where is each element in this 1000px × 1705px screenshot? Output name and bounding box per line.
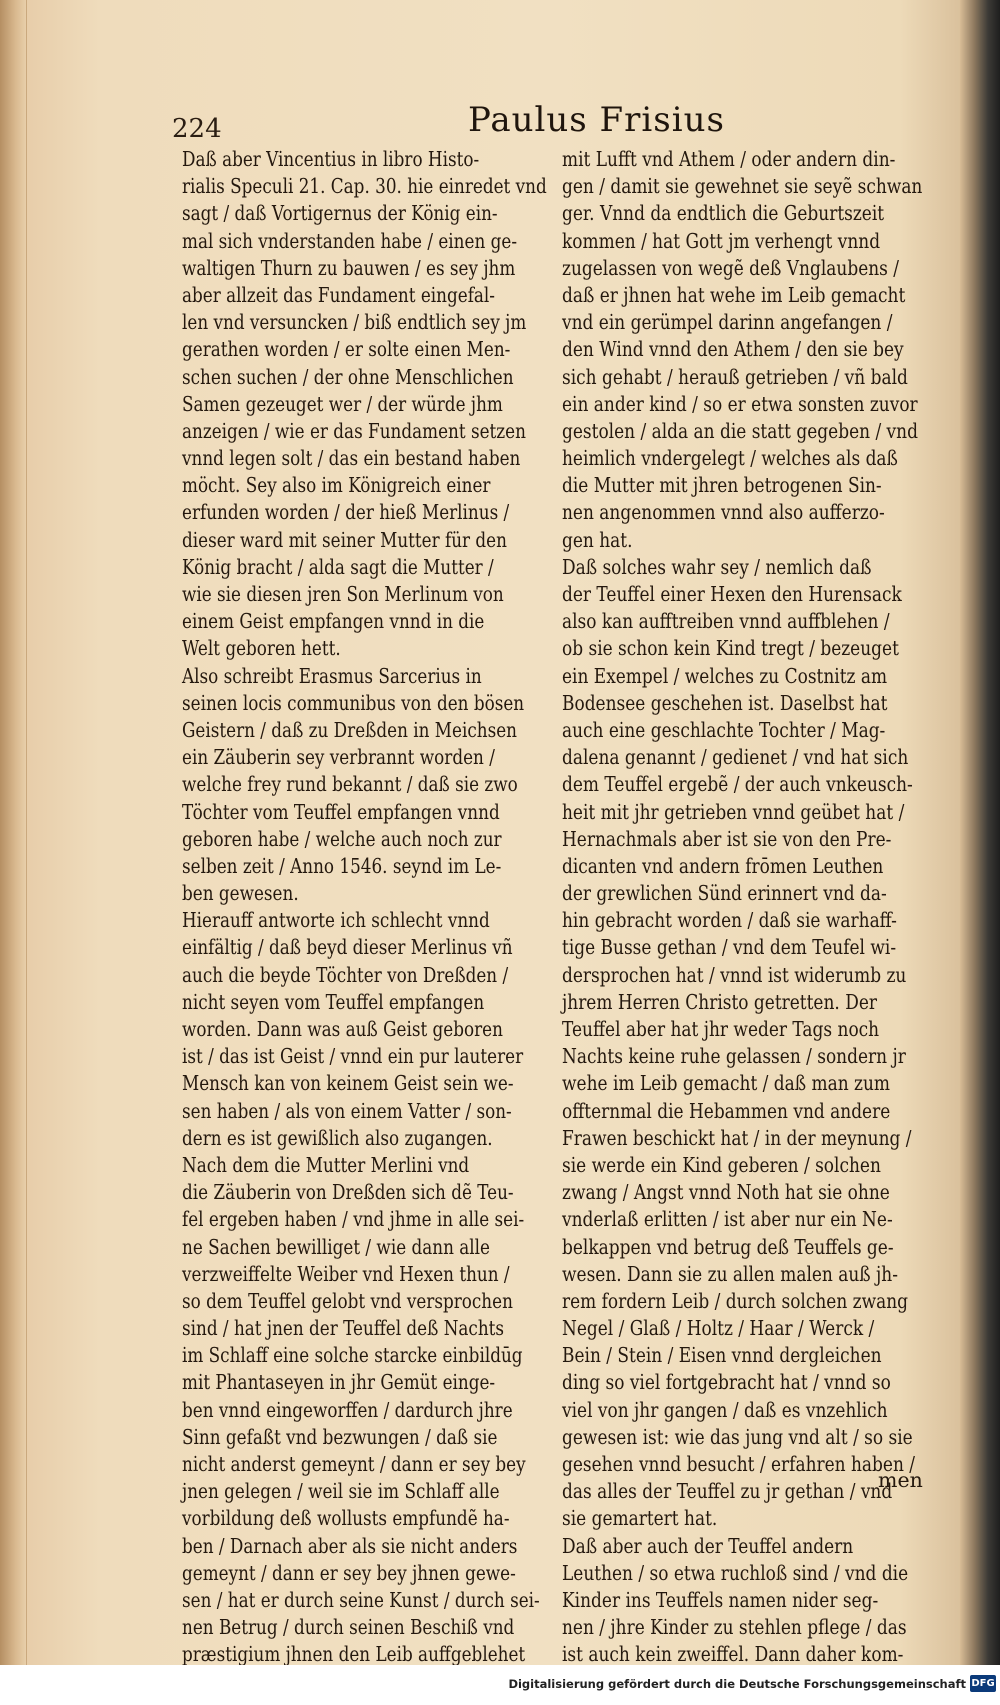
text-line: dieser ward mit seiner Mutter für den bbox=[182, 527, 507, 552]
text-line: nicht seyen vom Teuffel empfangen bbox=[182, 989, 485, 1014]
text-line: nen / jhre Kinder zu stehlen pflege / das bbox=[562, 1615, 907, 1640]
text-line: Hernachmals aber ist sie von den Pre- bbox=[562, 826, 892, 851]
text-line: sich gehabt / herauß getrieben / vñ bald bbox=[562, 364, 908, 389]
text-line: fel ergeben haben / vnd jhme in alle sei- bbox=[182, 1207, 525, 1232]
text-line: Negel / Glaß / Holtz / Haar / Werck / bbox=[562, 1316, 875, 1341]
text-line: gestolen / alda an die statt gegeben / vnd bbox=[562, 418, 918, 443]
text-line: ben vnnd eingeworffen / dardurch jhre bbox=[182, 1397, 513, 1422]
text-line: gemeynt / dann er sey bey jhnen gewe- bbox=[182, 1560, 516, 1585]
text-line: Kinder ins Teuffels namen nider seg- bbox=[562, 1587, 879, 1612]
text-line: nen angenommen vnnd also aufferzo- bbox=[562, 500, 885, 525]
text-line: vnd ein gerümpel darinn angefangen / bbox=[562, 310, 893, 335]
text-line: Bodensee geschehen ist. Daselbst hat bbox=[562, 690, 888, 715]
text-line: ein Zäuberin sey verbrannt worden / bbox=[182, 745, 495, 770]
text-line: ein ander kind / so er etwa sonsten zuvor bbox=[562, 391, 918, 416]
page-gutter bbox=[0, 0, 27, 1665]
text-line: ist auch kein zweiffel. Dann daher kom- bbox=[562, 1642, 904, 1665]
text-line: dem Teuffel ergebẽ / der auch vnkeusch- bbox=[562, 772, 913, 797]
text-line: ding so viel fortgebracht hat / vnnd so bbox=[562, 1370, 891, 1395]
text-line: ben gewesen. bbox=[182, 881, 299, 906]
text-line: gen hat. bbox=[562, 527, 633, 552]
text-line: Daß aber auch der Teuffel andern bbox=[562, 1533, 854, 1558]
digitization-footer bbox=[0, 1665, 1000, 1705]
text-line: len vnd versuncken / biß endtlich sey jm bbox=[182, 310, 527, 335]
text-line: Daß aber Vincentius in libro Histo- bbox=[182, 147, 480, 171]
text-line: jhrem Herren Christo getretten. Der bbox=[562, 989, 877, 1014]
text-line: Töchter vom Teuffel empfangen vnnd bbox=[182, 799, 500, 824]
text-line: kommen / hat Gott jm verhengt vnnd bbox=[562, 228, 881, 253]
text-line: zwang / Angst vnnd Noth hat sie ohne bbox=[562, 1180, 890, 1205]
text-line: Daß solches wahr sey / nemlich daß bbox=[562, 554, 872, 579]
text-line: gewesen ist: wie das jung vnd alt / so sie bbox=[562, 1424, 913, 1449]
text-line: Welt geboren hett. bbox=[182, 636, 341, 661]
text-line: so dem Teuffel gelobt vnd versprochen bbox=[182, 1288, 513, 1313]
text-line: einfältig / daß beyd dieser Merlinus vñ bbox=[182, 935, 513, 960]
text-line: verzweiffelte Weiber vnd Hexen thun / bbox=[182, 1261, 510, 1286]
text-line: Bein / Stein / Eisen vnnd dergleichen bbox=[562, 1343, 882, 1368]
text-line: geboren habe / welche auch noch zur bbox=[182, 826, 502, 851]
text-line: vnnd legen solt / das ein bestand haben bbox=[182, 446, 521, 471]
text-line: sind / hat jnen der Teuffel deß Nachts bbox=[182, 1316, 505, 1341]
text-line: der Teuffel einer Hexen den Hurensack bbox=[562, 582, 902, 606]
text-line: ger. Vnnd da endtlich die Geburtszeit bbox=[562, 201, 885, 226]
text-line: selben zeit / Anno 1546. seynd im Le- bbox=[182, 853, 502, 878]
text-line: Frawen beschickt hat / in der meynung / bbox=[562, 1125, 912, 1150]
funding-credit: Digitalisierung gefördert durch die Deutsche Forschungsgemeinschaft bbox=[508, 1677, 966, 1691]
text-line: heit mit jhr getrieben vnnd geübet hat / bbox=[562, 799, 905, 824]
text-line: ne Sachen bewilliget / wie dann alle bbox=[182, 1234, 490, 1259]
text-line: ist / das ist Geist / vnnd ein pur lauterer bbox=[182, 1044, 524, 1069]
text-line: dalena genannt / gedienet / vnd hat sich bbox=[562, 745, 909, 770]
text-line: worden. Dann was auß Geist geboren bbox=[182, 1017, 503, 1041]
text-line: gesehen vnnd besucht / erfahren haben / bbox=[562, 1452, 915, 1476]
text-line: dern es ist gewißlich also zugangen. bbox=[182, 1125, 493, 1150]
text-line: Leuthen / so etwa ruchloß sind / vnd die bbox=[562, 1560, 909, 1585]
text-line: auch eine geschlachte Tochter / Mag- bbox=[562, 717, 886, 742]
text-line: rialis Speculi 21. Cap. 30. hie einredet vnd bbox=[182, 174, 547, 199]
text-line: aber allzeit das Fundament eingefal- bbox=[182, 282, 495, 307]
text-line: also kan aufftreiben vnnd auffblehen / bbox=[562, 609, 890, 634]
text-line: auch die beyde Töchter von Dreßden / bbox=[182, 962, 509, 987]
text-line: offternmal die Hebammen vnd andere bbox=[562, 1098, 891, 1123]
text-line: sie gemartert hat. bbox=[562, 1506, 718, 1531]
text-line: ben / Darnach aber als sie nicht anders bbox=[182, 1533, 518, 1558]
text-line: tige Busse gethan / vnd dem Teufel wi- bbox=[562, 935, 897, 960]
text-line: daß er jhnen hat wehe im Leib gemacht bbox=[562, 282, 906, 307]
text-line: erfunden worden / der hieß Merlinus / bbox=[182, 500, 510, 525]
text-line: Nachts keine ruhe gelassen / sondern jr bbox=[562, 1044, 906, 1069]
text-line: wesen. Dann sie zu allen malen auß jh- bbox=[562, 1261, 898, 1286]
text-line: waltigen Thurn zu bauwen / es sey jhm bbox=[182, 255, 516, 280]
text-line: vnderlaß erlitten / ist aber nur ein Ne- bbox=[562, 1207, 893, 1232]
text-line: vorbildung deß wollusts empfundẽ ha- bbox=[182, 1506, 510, 1531]
text-line: Also schreibt Erasmus Sarcerius in bbox=[182, 663, 482, 688]
text-line: gen / damit sie gewehnet sie seyẽ schwan bbox=[562, 174, 923, 199]
text-line: præstigium jhnen den Leib auffgeblehet bbox=[182, 1642, 526, 1665]
text-line: im Schlaff eine solche starcke einbildūg bbox=[182, 1343, 523, 1368]
left-text-column bbox=[182, 146, 627, 1665]
text-line: König bracht / alda sagt die Mutter / bbox=[182, 554, 494, 579]
text-line: dicanten vnd andern frōmen Leuthen bbox=[562, 853, 884, 878]
text-line: der grewlichen Sünd erinnert vnd da- bbox=[562, 881, 887, 906]
text-line: zugelassen von wegẽ deß Vnglaubens / bbox=[562, 255, 899, 280]
text-line: Nach dem die Mutter Merlini vnd bbox=[182, 1152, 470, 1177]
text-line: Sinn gefaßt vnd bezwungen / daß sie bbox=[182, 1424, 498, 1449]
text-line: heimlich vndergelegt / welches als daß bbox=[562, 446, 898, 471]
text-line: mit Phantaseyen in jhr Gemüt einge- bbox=[182, 1370, 496, 1395]
text-line: nicht anderst gemeynt / dann er sey bey bbox=[182, 1452, 526, 1476]
text-line: anzeigen / wie er das Fundament setzen bbox=[182, 418, 526, 443]
text-line: sen haben / als von einem Vatter / son- bbox=[182, 1098, 512, 1123]
text-line: den Wind vnnd den Athem / den sie bey bbox=[562, 337, 904, 362]
text-line: ob sie schon kein Kind tregt / bezeuget bbox=[562, 636, 899, 661]
text-line: sagt / daß Vortigernus der König ein- bbox=[182, 201, 498, 226]
text-line: schen suchen / der ohne Menschlichen bbox=[182, 364, 514, 389]
text-line: die Mutter mit jhren betrogenen Sin- bbox=[562, 473, 882, 498]
text-line: einem Geist empfangen vnnd in die bbox=[182, 609, 485, 634]
text-line: wie sie diesen jren Son Merlinum von bbox=[182, 582, 504, 606]
text-line: wehe im Leib gemacht / daß man zum bbox=[562, 1071, 891, 1096]
text-line: viel von jhr gangen / daß es vnzehlich bbox=[562, 1397, 888, 1422]
text-line: Mensch kan von keinem Geist sein we- bbox=[182, 1071, 514, 1096]
text-line: sen / hat er durch seine Kunst / durch sei- bbox=[182, 1587, 540, 1612]
text-line: gerathen worden / er solte einen Men- bbox=[182, 337, 511, 362]
text-line: jnen gelegen / weil sie im Schlaff alle bbox=[182, 1479, 500, 1504]
right-text-column bbox=[562, 146, 997, 1665]
text-line: mit Lufft vnd Athem / oder andern din- bbox=[562, 147, 896, 171]
text-line: dersprochen hat / vnnd ist widerumb zu bbox=[562, 962, 907, 987]
text-line: ein Exempel / welches zu Costnitz am bbox=[562, 663, 888, 688]
dfg-logo: DFG bbox=[970, 1675, 996, 1692]
text-line: hin gebracht worden / daß sie warhaff- bbox=[562, 908, 897, 933]
text-line: mal sich vnderstanden habe / einen ge- bbox=[182, 228, 518, 253]
text-line: welche frey rund bekannt / daß sie zwo bbox=[182, 772, 518, 797]
page-number: 224 bbox=[172, 114, 222, 144]
text-line: möcht. Sey also im Königreich einer bbox=[182, 473, 491, 498]
text-line: rem fordern Leib / durch solchen zwang bbox=[562, 1288, 909, 1313]
text-line: das alles der Teuffel zu jr gethan / vnd bbox=[562, 1479, 893, 1504]
text-line: sie werde ein Kind geberen / solchen bbox=[562, 1152, 881, 1177]
text-line: die Zäuberin von Dreßden sich dẽ Teu- bbox=[182, 1180, 514, 1205]
text-line: Teuffel aber hat jhr weder Tags noch bbox=[562, 1017, 880, 1041]
text-line: Hierauff antworte ich schlecht vnnd bbox=[182, 908, 490, 933]
text-line: Samen gezeuget wer / der würde jhm bbox=[182, 391, 503, 416]
catchword: men bbox=[878, 1468, 923, 1492]
text-line: nen Betrug / durch seinen Beschiß vnd bbox=[182, 1615, 515, 1640]
text-line: Geistern / daß zu Dreßden in Meichsen bbox=[182, 717, 517, 742]
text-line: belkappen vnd betrug deß Teuffels ge- bbox=[562, 1234, 894, 1259]
text-line: seinen locis communibus von den bösen bbox=[182, 690, 525, 715]
running-head: Paulus Frisius bbox=[468, 100, 725, 140]
